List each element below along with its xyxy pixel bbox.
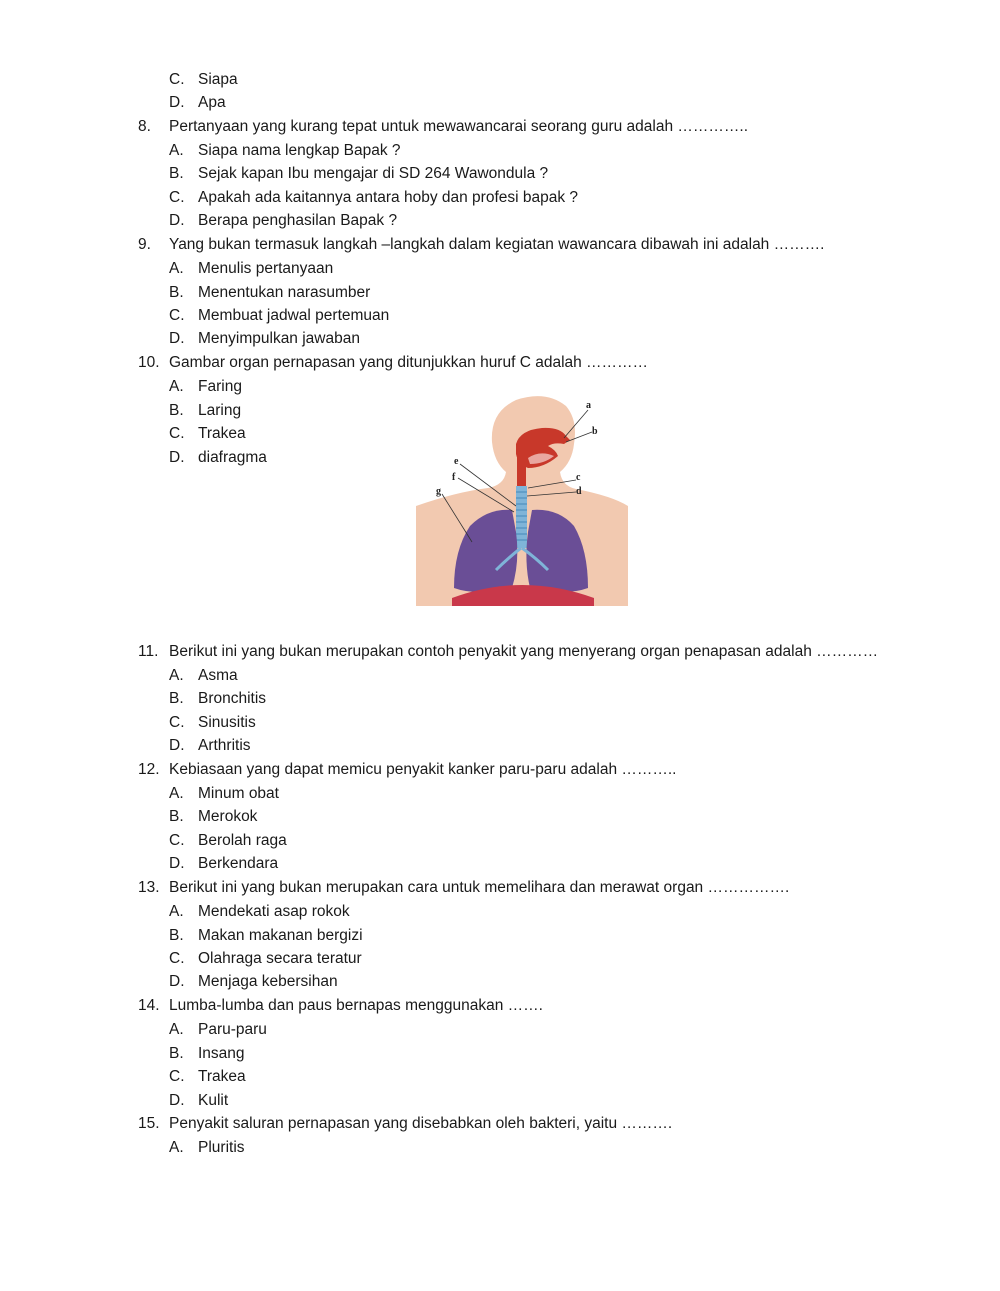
respiratory-system-diagram xyxy=(416,392,628,606)
option-text: Membuat jadwal pertemuan xyxy=(198,307,390,324)
option-letter: B. xyxy=(169,284,184,301)
question-number: 8. xyxy=(138,118,151,135)
option-text: Sejak kapan Ibu mengajar di SD 264 Wawondula ? xyxy=(198,165,549,182)
question-number: 10. xyxy=(138,354,160,371)
question-number: 9. xyxy=(138,236,151,253)
option-text: Asma xyxy=(198,667,238,684)
option-letter: B. xyxy=(169,165,184,182)
option-text: Berkendara xyxy=(198,855,279,872)
option-letter: C. xyxy=(169,307,185,324)
option-letter: C. xyxy=(169,714,185,731)
option-letter: C. xyxy=(169,832,185,849)
option-text: Kulit xyxy=(198,1092,229,1109)
option-letter: C. xyxy=(169,1068,185,1085)
question-text: Berikut ini yang bukan merupakan cara untuk memelihara dan merawat organ ……………. xyxy=(169,879,790,896)
option-text: Laring xyxy=(198,402,242,419)
question-text: Lumba-lumba dan paus bernapas menggunakan ……. xyxy=(169,997,543,1014)
option-letter: B. xyxy=(169,808,184,825)
diagram-label-a: a xyxy=(586,400,591,411)
option-text: Siapa nama lengkap Bapak ? xyxy=(198,142,401,159)
option-letter: A. xyxy=(169,785,184,802)
option-letter: A. xyxy=(169,378,184,395)
option-letter: A. xyxy=(169,667,184,684)
pharynx xyxy=(517,450,526,490)
option-text: Trakea xyxy=(198,425,246,442)
option-letter: D. xyxy=(169,94,185,111)
question-text: Berikut ini yang bukan merupakan contoh penyakit yang menyerang organ penapasan adalah ………… xyxy=(169,643,879,660)
question-text: Pertanyaan yang kurang tepat untuk mewawancarai seorang guru adalah ………….. xyxy=(169,118,749,135)
option-letter: B. xyxy=(169,690,184,707)
option-text: Mendekati asap rokok xyxy=(198,903,350,920)
option-text: Paru-paru xyxy=(198,1021,267,1038)
question-text: Penyakit saluran pernapasan yang disebabkan oleh bakteri, yaitu ………. xyxy=(169,1115,673,1132)
option-text: Bronchitis xyxy=(198,690,267,707)
option-text: Trakea xyxy=(198,1068,246,1085)
diagram-label-e: e xyxy=(454,456,459,467)
option-letter: A. xyxy=(169,142,184,159)
option-text: Insang xyxy=(198,1045,245,1062)
option-letter: D. xyxy=(169,449,185,466)
option-letter: D. xyxy=(169,1092,185,1109)
option-text: Berapa penghasilan Bapak ? xyxy=(198,212,398,229)
question-number: 15. xyxy=(138,1115,160,1132)
option-letter: D. xyxy=(169,855,185,872)
option-text: Menentukan narasumber xyxy=(198,284,371,301)
diagram-label-c: c xyxy=(576,472,581,483)
option-text: Apakah ada kaitannya antara hoby dan profesi bapak ? xyxy=(198,189,579,206)
diagram-label-f: f xyxy=(452,472,456,483)
option-text: Menulis pertanyaan xyxy=(198,260,334,277)
diagram-label-g: g xyxy=(436,486,441,497)
option-letter: C. xyxy=(169,425,185,442)
question-number: 13. xyxy=(138,879,160,896)
option-letter: D. xyxy=(169,973,185,990)
option-letter: C. xyxy=(169,189,185,206)
option-letter: A. xyxy=(169,1021,184,1038)
option-text: Apa xyxy=(198,94,226,111)
question-text: Kebiasaan yang dapat memicu penyakit kanker paru-paru adalah ……….. xyxy=(169,761,677,778)
trachea xyxy=(516,486,527,548)
option-letter: D. xyxy=(169,737,185,754)
option-letter: C. xyxy=(169,71,185,88)
option-text: Minum obat xyxy=(198,785,279,802)
option-text: Faring xyxy=(198,378,242,395)
option-letter: D. xyxy=(169,212,185,229)
option-letter: B. xyxy=(169,927,184,944)
option-text: Menyimpulkan jawaban xyxy=(198,330,360,347)
option-text: Menjaga kebersihan xyxy=(198,973,338,990)
option-text: Merokok xyxy=(198,808,258,825)
diagram-label-d: d xyxy=(576,486,582,497)
question-text: Gambar organ pernapasan yang ditunjukkan huruf C adalah ………… xyxy=(169,354,649,371)
option-letter: C. xyxy=(169,950,185,967)
diagram-label-b: b xyxy=(592,426,598,437)
question-number: 11. xyxy=(138,643,159,660)
option-text: Sinusitis xyxy=(198,714,256,731)
option-letter: A. xyxy=(169,260,184,277)
option-text: Olahraga secara teratur xyxy=(198,950,362,967)
option-letter: A. xyxy=(169,1139,184,1156)
option-letter: B. xyxy=(169,1045,184,1062)
option-text: Arthritis xyxy=(198,737,251,754)
option-text: Makan makanan bergizi xyxy=(198,927,363,944)
option-letter: A. xyxy=(169,903,184,920)
question-number: 12. xyxy=(138,761,160,778)
option-letter: D. xyxy=(169,330,185,347)
option-text: diafragma xyxy=(198,449,267,466)
option-letter: B. xyxy=(169,402,184,419)
question-text: Yang bukan termasuk langkah –langkah dalam kegiatan wawancara dibawah ini adalah ………. xyxy=(169,236,825,253)
option-text: Pluritis xyxy=(198,1139,245,1156)
option-text: Berolah raga xyxy=(198,832,287,849)
question-number: 14. xyxy=(138,997,160,1014)
option-text: Siapa xyxy=(198,71,238,88)
